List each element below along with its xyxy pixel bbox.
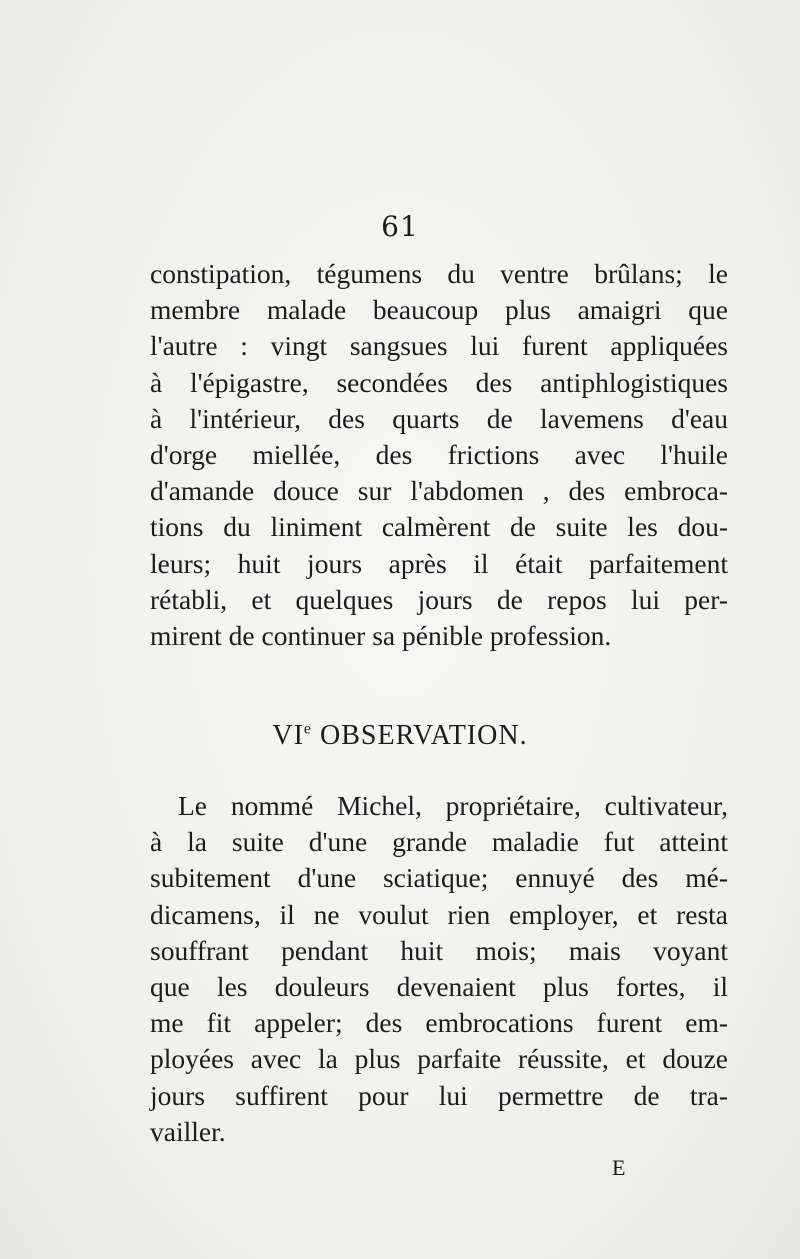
text-line: à l'intérieur, des quarts de lavemens d'eau — [150, 402, 728, 434]
text-line: subitement d'une sciatique; ennuyé des mé- — [150, 862, 728, 894]
signature-mark: E — [612, 1155, 626, 1180]
text-line: leurs; huit jours après il était parfaitement — [150, 547, 728, 579]
heading-title: OBSERVATION. — [320, 720, 528, 751]
text-line: que les douleurs devenaient plus fortes, il — [150, 971, 728, 1003]
text-line: ployées avec la plus parfaite réussite, et douze — [150, 1043, 728, 1075]
heading-numeral: VI — [272, 720, 304, 751]
text-line: d'orge miellée, des frictions avec l'huile — [150, 439, 728, 471]
heading-superscript: e — [303, 720, 313, 738]
page-number: 61 — [381, 210, 419, 243]
text-line: dicamens, il ne voulut rien employer, et resta — [150, 898, 728, 930]
text-line: rétabli, et quelques jours de repos lui per- — [150, 583, 728, 615]
text-line: à l'épigastre, secondées des antiphlogistiques — [150, 366, 728, 398]
text-line: membre malade beaucoup plus amaigri que — [150, 294, 728, 326]
text-line: vailler. — [150, 1115, 226, 1147]
text-line: constipation, tégumens du ventre brûlans; le — [150, 258, 728, 289]
section-heading — [0, 720, 800, 752]
text-line: l'autre : vingt sangsues lui furent appliquées — [150, 330, 728, 362]
text-line: à la suite d'une grande maladie fut atteint — [150, 826, 728, 858]
text-line: Le nommé Michel, propriétaire, cultivateur, — [178, 790, 728, 821]
text-line: jours suffirent pour lui permettre de tra- — [150, 1079, 728, 1111]
text-line: mirent de continuer sa pénible profession. — [150, 620, 612, 652]
paragraph-observation — [150, 788, 728, 1150]
text-line: souffrant pendant huit mois; mais voyant — [150, 934, 728, 966]
text-line: tions du liniment calmèrent de suite les dou- — [150, 511, 728, 543]
paragraph-continuation — [150, 256, 728, 654]
text-line: me fit appeler; des embrocations furent em- — [150, 1007, 728, 1039]
text-line: d'amande douce sur l'abdomen , des embroca- — [150, 475, 728, 507]
